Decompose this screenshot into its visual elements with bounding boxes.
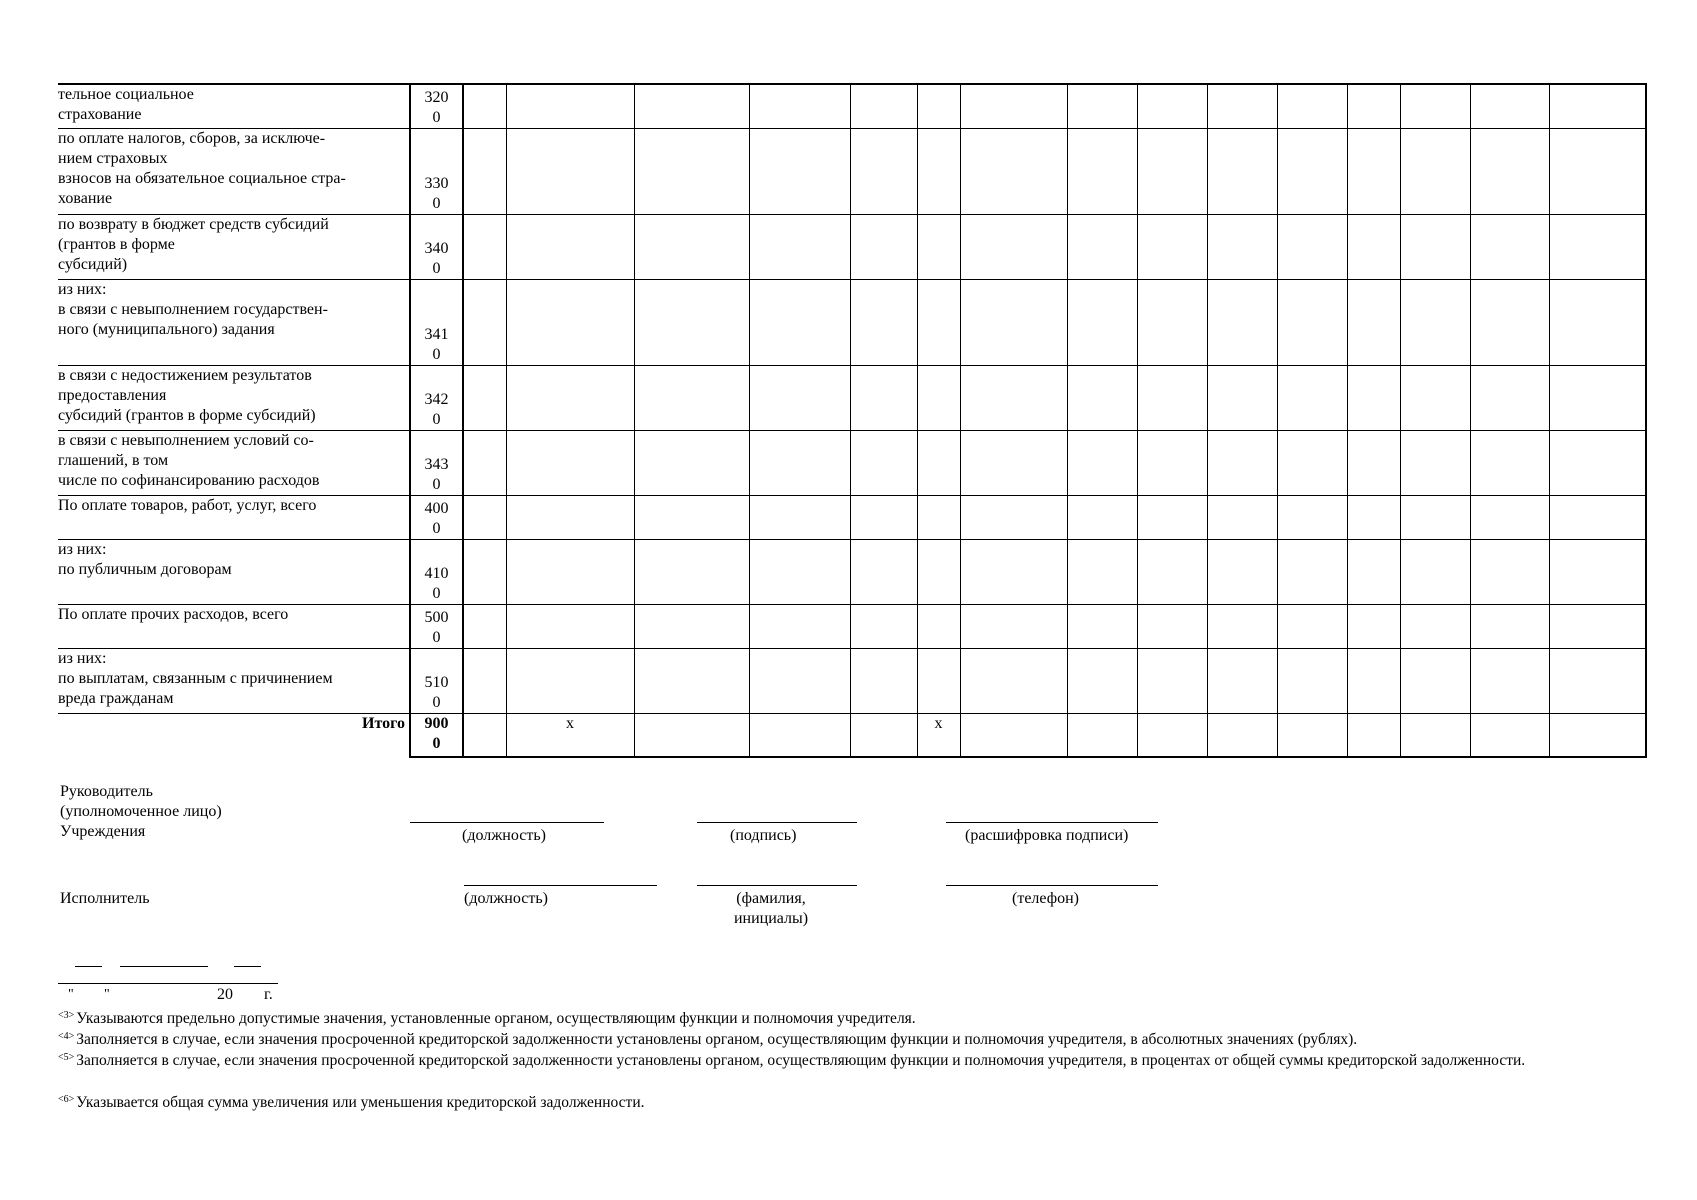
data-cell[interactable] bbox=[1277, 279, 1347, 365]
data-cell[interactable] bbox=[1277, 365, 1347, 430]
row-code bbox=[410, 365, 463, 430]
data-cell[interactable] bbox=[749, 279, 850, 365]
data-cell[interactable] bbox=[960, 430, 1067, 495]
data-cell[interactable] bbox=[1400, 539, 1470, 604]
data-cell[interactable] bbox=[634, 495, 749, 539]
data-cell[interactable] bbox=[1067, 604, 1137, 648]
data-cell[interactable] bbox=[917, 495, 960, 539]
data-cell[interactable] bbox=[1067, 539, 1137, 604]
data-cell[interactable] bbox=[749, 604, 850, 648]
footnote-3-text: Указываются предельно допустимые значения, установленные органом, осуществляющим функции и полномочия учредителя. bbox=[76, 1010, 916, 1027]
data-cell[interactable] bbox=[960, 539, 1067, 604]
data-cell[interactable] bbox=[1207, 279, 1277, 365]
row-code bbox=[410, 495, 463, 539]
data-cell[interactable] bbox=[850, 128, 917, 214]
data-cell[interactable] bbox=[1400, 495, 1470, 539]
head-position-caption: (должность) bbox=[462, 827, 546, 844]
row-label: тельное социальное страхование bbox=[58, 84, 410, 128]
data-cell[interactable] bbox=[850, 84, 917, 128]
data-cell[interactable] bbox=[1470, 495, 1549, 539]
data-cell[interactable] bbox=[1067, 84, 1137, 128]
executor-phone-line[interactable] bbox=[946, 885, 1158, 886]
data-cell[interactable] bbox=[1277, 713, 1347, 757]
table-row bbox=[58, 430, 1646, 495]
data-cell[interactable] bbox=[1470, 604, 1549, 648]
data-cell[interactable] bbox=[506, 365, 634, 430]
total-code bbox=[410, 713, 463, 757]
data-cell[interactable] bbox=[1347, 604, 1400, 648]
data-cell[interactable] bbox=[850, 713, 917, 757]
footnote-4-text: Заполняется в случае, если значения просроченной кредиторской задолженности установлены органом, осуществляющим функции и полномочия учредителя, в абсолютных значениях (рублях). bbox=[76, 1031, 1358, 1048]
data-cell[interactable] bbox=[1347, 214, 1400, 279]
data-cell[interactable] bbox=[1277, 495, 1347, 539]
data-cell[interactable] bbox=[1400, 713, 1470, 757]
row-code-part: 0 bbox=[432, 519, 441, 537]
row-code-part: 410 bbox=[424, 564, 449, 582]
data-cell[interactable] bbox=[463, 495, 506, 539]
data-cell[interactable] bbox=[463, 84, 506, 128]
data-cell[interactable] bbox=[749, 214, 850, 279]
data-cell[interactable] bbox=[1067, 713, 1137, 757]
total-code-part: 0 bbox=[432, 734, 441, 752]
row-code bbox=[410, 128, 463, 214]
data-cell[interactable] bbox=[917, 604, 960, 648]
data-cell[interactable] bbox=[506, 495, 634, 539]
data-cell[interactable] bbox=[1347, 648, 1400, 713]
data-cell[interactable] bbox=[917, 279, 960, 365]
row-code-part: 343 bbox=[424, 455, 449, 473]
row-code-part: 341 bbox=[424, 325, 449, 343]
data-cell[interactable] bbox=[1137, 648, 1207, 713]
data-cell[interactable] bbox=[917, 648, 960, 713]
data-cell[interactable] bbox=[1347, 365, 1400, 430]
row-code bbox=[410, 279, 463, 365]
data-cell[interactable] bbox=[960, 495, 1067, 539]
row-code-part: 0 bbox=[432, 108, 441, 126]
row-label: По оплате товаров, работ, услуг, всего bbox=[58, 495, 410, 539]
data-cell[interactable] bbox=[749, 648, 850, 713]
data-cell[interactable] bbox=[634, 648, 749, 713]
date-year-line[interactable] bbox=[234, 966, 261, 967]
date-year-prefix: 20 bbox=[217, 986, 233, 1003]
data-cell[interactable] bbox=[1277, 430, 1347, 495]
data-cell[interactable] bbox=[1347, 84, 1400, 128]
row-code bbox=[410, 648, 463, 713]
footnote-6-mark: <6> bbox=[58, 1094, 75, 1105]
table-row bbox=[58, 84, 1646, 128]
date-month-line[interactable] bbox=[120, 966, 208, 967]
data-cell[interactable] bbox=[1137, 84, 1207, 128]
data-cell[interactable] bbox=[1470, 713, 1549, 757]
date-year-suffix: г. bbox=[264, 986, 273, 1003]
data-cell[interactable] bbox=[960, 365, 1067, 430]
data-cell[interactable] bbox=[1207, 365, 1277, 430]
data-cell[interactable] bbox=[1400, 214, 1470, 279]
row-label: из них: по выплатам, связанным с причинением вреда гражданам bbox=[58, 648, 410, 713]
table-row bbox=[58, 214, 1646, 279]
data-cell[interactable] bbox=[1137, 539, 1207, 604]
table-row bbox=[58, 365, 1646, 430]
data-cell[interactable] bbox=[506, 128, 634, 214]
table-row bbox=[58, 648, 1646, 713]
data-cell[interactable] bbox=[634, 214, 749, 279]
data-cell[interactable] bbox=[850, 539, 917, 604]
data-cell[interactable] bbox=[749, 539, 850, 604]
table-row bbox=[58, 604, 1646, 648]
row-code bbox=[410, 84, 463, 128]
data-cell[interactable] bbox=[1067, 365, 1137, 430]
row-code-part: 0 bbox=[432, 194, 441, 212]
executor-label: Исполнитель bbox=[60, 890, 150, 907]
data-cell[interactable] bbox=[506, 214, 634, 279]
data-cell[interactable] bbox=[1067, 279, 1137, 365]
data-cell[interactable] bbox=[1207, 84, 1277, 128]
data-cell[interactable] bbox=[1549, 713, 1646, 757]
data-cell[interactable] bbox=[917, 430, 960, 495]
data-cell[interactable] bbox=[1067, 214, 1137, 279]
row-code-part: 510 bbox=[424, 673, 449, 691]
data-cell[interactable] bbox=[749, 84, 850, 128]
data-cell[interactable] bbox=[1347, 495, 1400, 539]
executor-name-caption: (фамилия, инициалы) bbox=[733, 890, 809, 927]
data-cell[interactable] bbox=[1470, 365, 1549, 430]
footnote-6 bbox=[58, 1089, 1648, 1113]
data-cell[interactable] bbox=[1347, 279, 1400, 365]
table-row bbox=[58, 495, 1646, 539]
date-day-line[interactable] bbox=[75, 966, 102, 967]
data-cell[interactable] bbox=[1470, 648, 1549, 713]
data-cell[interactable] bbox=[463, 279, 506, 365]
data-cell[interactable] bbox=[1549, 648, 1646, 713]
data-cell[interactable] bbox=[634, 539, 749, 604]
data-cell[interactable] bbox=[917, 128, 960, 214]
row-code-part: 342 bbox=[424, 390, 449, 408]
data-cell[interactable] bbox=[749, 495, 850, 539]
data-cell[interactable] bbox=[506, 539, 634, 604]
data-cell[interactable] bbox=[1347, 128, 1400, 214]
data-cell[interactable] bbox=[1549, 495, 1646, 539]
data-cell[interactable] bbox=[1549, 430, 1646, 495]
data-cell[interactable] bbox=[1277, 604, 1347, 648]
row-code-part: 400 bbox=[424, 499, 449, 517]
data-cell[interactable] bbox=[850, 648, 917, 713]
data-cell[interactable] bbox=[463, 539, 506, 604]
footnote-5-text: Заполняется в случае, если значения просроченной кредиторской задолженности установлены органом, осуществляющим функции и полномочия учредителя, в процентах от общей суммы кредиторской задолженности. bbox=[76, 1052, 1526, 1069]
data-cell[interactable] bbox=[1347, 539, 1400, 604]
date-quote-close: " bbox=[104, 987, 110, 1002]
data-cell[interactable] bbox=[960, 128, 1067, 214]
head-signature-caption: (подпись) bbox=[730, 827, 797, 844]
head-signature-line[interactable] bbox=[697, 822, 857, 823]
data-cell[interactable] bbox=[960, 713, 1067, 757]
row-code bbox=[410, 604, 463, 648]
data-cell[interactable] bbox=[917, 214, 960, 279]
data-cell[interactable] bbox=[1400, 365, 1470, 430]
executor-position-caption: (должность) bbox=[464, 890, 548, 907]
creditor-debt-table bbox=[58, 83, 1647, 758]
row-label: в связи с недостижением результатов предоставления субсидий (грантов в форме субсидий) bbox=[58, 365, 410, 430]
data-cell[interactable] bbox=[1549, 128, 1646, 214]
date-underline bbox=[58, 983, 278, 984]
data-cell[interactable] bbox=[850, 495, 917, 539]
data-cell[interactable] bbox=[1347, 713, 1400, 757]
row-code bbox=[410, 539, 463, 604]
data-cell[interactable] bbox=[749, 713, 850, 757]
data-cell[interactable] bbox=[1400, 604, 1470, 648]
executor-position-line[interactable] bbox=[464, 885, 657, 886]
data-cell[interactable] bbox=[917, 84, 960, 128]
row-code-part: 320 bbox=[424, 88, 449, 106]
data-cell[interactable] bbox=[463, 128, 506, 214]
data-cell[interactable] bbox=[1470, 430, 1549, 495]
data-cell[interactable] bbox=[1137, 128, 1207, 214]
data-cell[interactable] bbox=[1137, 495, 1207, 539]
footnote-3-mark: <3> bbox=[58, 1010, 75, 1021]
head-position-line[interactable] bbox=[410, 822, 604, 823]
data-cell[interactable] bbox=[1470, 539, 1549, 604]
footnote-5 bbox=[58, 1047, 1648, 1071]
data-cell[interactable] bbox=[1277, 214, 1347, 279]
data-cell[interactable] bbox=[850, 430, 917, 495]
data-cell[interactable] bbox=[1549, 539, 1646, 604]
footnote-6-text: Указывается общая сумма увеличения или уменьшения кредиторской задолженности. bbox=[76, 1094, 645, 1111]
row-label: из них: в связи с невыполнением государствен- ного (муниципального) задания bbox=[58, 279, 410, 365]
data-cell[interactable] bbox=[634, 84, 749, 128]
row-code-part: 0 bbox=[432, 475, 441, 493]
executor-phone-caption: (телефон) bbox=[1012, 890, 1079, 907]
data-cell[interactable] bbox=[1549, 365, 1646, 430]
data-cell[interactable] bbox=[634, 279, 749, 365]
data-cell[interactable] bbox=[506, 604, 634, 648]
row-code bbox=[410, 214, 463, 279]
row-code-part: 500 bbox=[424, 608, 449, 626]
row-label: из них: по публичным договорам bbox=[58, 539, 410, 604]
table-row bbox=[58, 539, 1646, 604]
data-cell[interactable] bbox=[463, 214, 506, 279]
data-cell[interactable] bbox=[1067, 648, 1137, 713]
data-cell[interactable] bbox=[960, 279, 1067, 365]
data-cell[interactable] bbox=[1067, 495, 1137, 539]
data-cell[interactable] bbox=[1207, 539, 1277, 604]
data-cell[interactable] bbox=[463, 430, 506, 495]
data-cell[interactable] bbox=[1207, 128, 1277, 214]
row-code-part: 340 bbox=[424, 239, 449, 257]
row-code-part: 0 bbox=[432, 259, 441, 277]
data-cell[interactable] bbox=[463, 365, 506, 430]
row-label: По оплате прочих расходов, всего bbox=[58, 604, 410, 648]
data-cell[interactable] bbox=[749, 365, 850, 430]
data-cell[interactable] bbox=[1207, 430, 1277, 495]
data-cell[interactable] bbox=[1470, 279, 1549, 365]
row-code-part: 0 bbox=[432, 693, 441, 711]
data-cell[interactable] bbox=[1137, 430, 1207, 495]
data-cell[interactable] bbox=[634, 430, 749, 495]
data-cell[interactable] bbox=[1207, 713, 1277, 757]
data-cell[interactable] bbox=[1137, 279, 1207, 365]
data-cell[interactable] bbox=[1470, 128, 1549, 214]
data-cell[interactable] bbox=[1277, 539, 1347, 604]
data-cell[interactable] bbox=[1277, 84, 1347, 128]
data-cell[interactable] bbox=[1400, 648, 1470, 713]
head-label: Руководитель (уполномоченное лицо) Учреждения bbox=[60, 783, 222, 840]
data-cell[interactable] bbox=[1137, 713, 1207, 757]
row-code bbox=[410, 430, 463, 495]
data-cell[interactable] bbox=[1400, 430, 1470, 495]
total-label: Итого bbox=[58, 713, 410, 757]
data-cell[interactable] bbox=[1207, 648, 1277, 713]
footnote-5-mark: <5> bbox=[58, 1052, 75, 1063]
data-cell[interactable] bbox=[1207, 214, 1277, 279]
row-code-part: 0 bbox=[432, 628, 441, 646]
data-cell[interactable] bbox=[506, 430, 634, 495]
data-cell[interactable] bbox=[634, 365, 749, 430]
data-cell[interactable] bbox=[960, 214, 1067, 279]
total-code-part: 900 bbox=[424, 714, 449, 732]
data-cell[interactable] bbox=[634, 713, 749, 757]
data-cell[interactable] bbox=[506, 84, 634, 128]
data-cell[interactable] bbox=[463, 648, 506, 713]
data-cell[interactable] bbox=[850, 279, 917, 365]
data-cell[interactable] bbox=[1549, 214, 1646, 279]
data-cell[interactable] bbox=[1207, 604, 1277, 648]
row-label: по оплате налогов, сборов, за исключе- нием страховых взносов на обязательное социальное стра- хование bbox=[58, 128, 410, 214]
data-cell[interactable] bbox=[1470, 84, 1549, 128]
data-cell[interactable] bbox=[749, 430, 850, 495]
data-cell[interactable] bbox=[1137, 604, 1207, 648]
data-cell[interactable] bbox=[917, 539, 960, 604]
data-cell[interactable] bbox=[1347, 430, 1400, 495]
head-decoding-line[interactable] bbox=[946, 822, 1158, 823]
data-cell[interactable] bbox=[749, 128, 850, 214]
data-cell[interactable] bbox=[1067, 128, 1137, 214]
data-cell[interactable] bbox=[1400, 128, 1470, 214]
data-cell[interactable] bbox=[1277, 648, 1347, 713]
footnote-4-mark: <4> bbox=[58, 1031, 75, 1042]
head-decoding-caption: (расшифровка подписи) bbox=[965, 827, 1129, 844]
date-quote-open: " bbox=[68, 987, 74, 1002]
data-cell[interactable] bbox=[850, 365, 917, 430]
data-cell[interactable] bbox=[506, 279, 634, 365]
row-code-part: 330 bbox=[424, 174, 449, 192]
row-code-part: 0 bbox=[432, 584, 441, 602]
data-cell[interactable] bbox=[960, 604, 1067, 648]
total-row bbox=[58, 713, 1646, 757]
total-x-mark: x bbox=[506, 713, 634, 757]
data-cell[interactable] bbox=[1207, 495, 1277, 539]
row-label: по возврату в бюджет средств субсидий (грантов в форме субсидий) bbox=[58, 214, 410, 279]
data-cell[interactable] bbox=[1137, 365, 1207, 430]
data-cell[interactable] bbox=[1470, 214, 1549, 279]
data-cell[interactable] bbox=[463, 713, 506, 757]
data-cell[interactable] bbox=[1400, 279, 1470, 365]
data-cell[interactable] bbox=[506, 648, 634, 713]
data-cell[interactable] bbox=[1400, 84, 1470, 128]
data-cell[interactable] bbox=[1549, 84, 1646, 128]
data-cell[interactable] bbox=[917, 365, 960, 430]
table-row bbox=[58, 128, 1646, 214]
data-cell[interactable] bbox=[1067, 430, 1137, 495]
data-cell[interactable] bbox=[850, 214, 917, 279]
data-cell[interactable] bbox=[1277, 128, 1347, 214]
data-cell[interactable] bbox=[960, 648, 1067, 713]
data-cell[interactable] bbox=[463, 604, 506, 648]
executor-name-line[interactable] bbox=[697, 885, 857, 886]
data-cell[interactable] bbox=[850, 604, 917, 648]
table-body bbox=[58, 84, 1646, 757]
row-label: в связи с невыполнением условий со- глашений, в том числе по софинансированию расходов bbox=[58, 430, 410, 495]
total-x-mark: x bbox=[917, 713, 960, 757]
row-code-part: 0 bbox=[432, 410, 441, 428]
data-cell[interactable] bbox=[634, 604, 749, 648]
data-cell[interactable] bbox=[960, 84, 1067, 128]
data-cell[interactable] bbox=[634, 128, 749, 214]
row-code-part: 0 bbox=[432, 345, 441, 363]
data-cell[interactable] bbox=[1549, 279, 1646, 365]
data-cell[interactable] bbox=[1137, 214, 1207, 279]
data-cell[interactable] bbox=[1549, 604, 1646, 648]
table-row bbox=[58, 279, 1646, 365]
